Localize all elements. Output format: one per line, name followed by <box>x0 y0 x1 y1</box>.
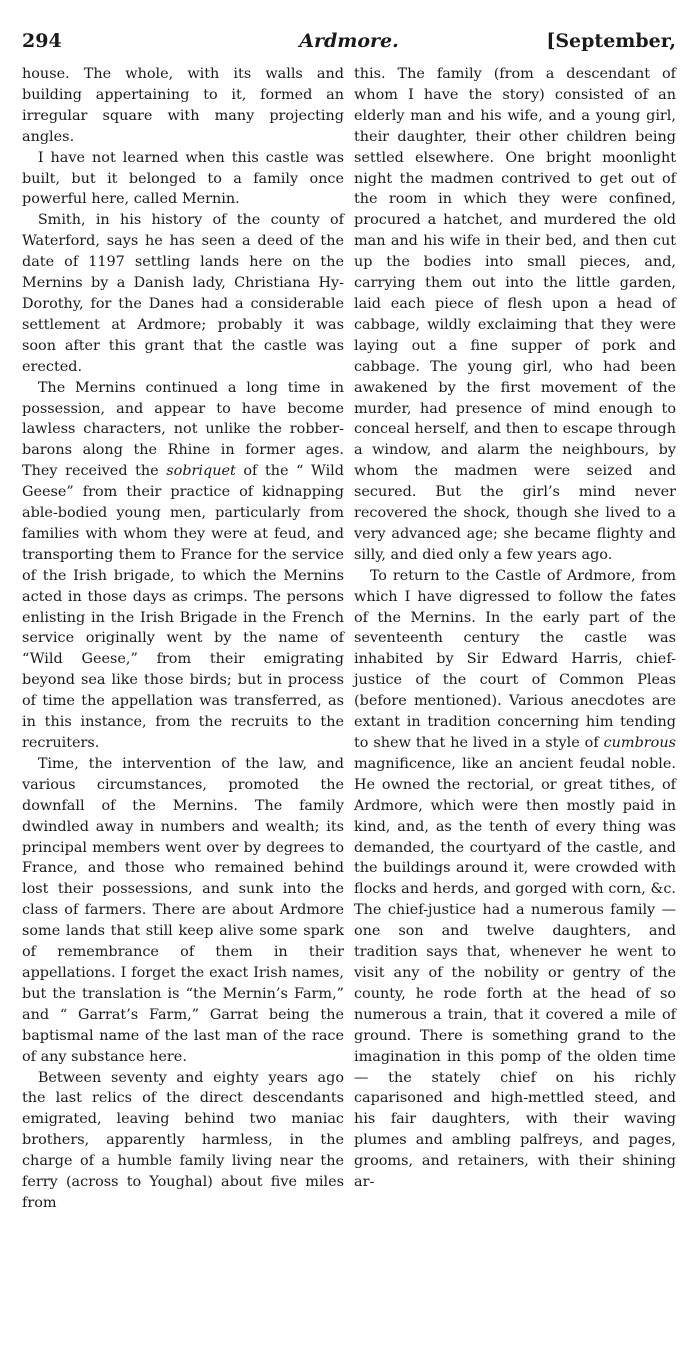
text-columns <box>22 64 676 1214</box>
page-number: 294 <box>22 30 62 52</box>
paragraph: I have not learned when this castle was built, but it belonged to a family once powerful here, called Mernin. <box>22 149 344 208</box>
running-header <box>22 24 676 64</box>
paragraph: Time, the intervention of the law, and various circumstances, promoted the downfall of the Mernins. The family dwindled away in numbers and wealth; its principal members went over by degrees to France, and those who remained behind lost their possessions, and sunk into the class of farmers. There are about Ardmore some lands that still keep alive some spark of remembrance of them in their appellations. I forget the exact Irish names, but the translation is “the Mernin’s Farm,” and “ Garrat’s Farm,” Garrat being the baptismal name of the last man of the race of any substance here. <box>22 755 344 1065</box>
paragraph: Between seventy and eighty years ago the last relics of the direct descendants emigrated, leaving behind two maniac brothers, apparently harmless, in the charge of a humble family living near the ferry (across to Youghal) about five miles from <box>22 1069 344 1211</box>
paragraph: Smith, in his history of the county of Waterford, says he has seen a deed of the date of 1197 settling lands here on the Mernins by a Danish lady, Christiana Hy-Dorothy, for the Danes had a considerable settlement at Ardmore; probably it was soon after this grant that the castle was erected. <box>22 212 344 375</box>
paragraph: house. The whole, with its walls and building appertaining to it, formed an irregular square with many projecting angles. <box>22 66 344 145</box>
left-column <box>22 64 344 1214</box>
paragraph: this. The family (from a descendant of whom I have the story) consisted of an elderly man and his wife, and a young girl, their daughter, their other children being settled elsewhere. One bright moonlight night the madmen contrived to get out of the room in which they were confined, procured a hatchet, and murdered the old man and his wife in their bed, and then cut up the bodies into small pieces, and, carrying them out into the little garden, laid each piece of flesh upon a head of cabbage, wildly exclaiming that they were laying out a fine supper of pork and cabbage. The young girl, who had been awakened by the first movement of the murder, had presence of mind enough to conceal herself, and then to escape through a window, and alarm the neighbours, by whom the madmen were seized and secured. But the girl’s mind never recovered the shock, though she lived to a very advanced age; she became flighty and silly, and died only a few years ago. <box>354 66 676 563</box>
running-month: [September, <box>546 30 676 52</box>
paragraph: The Mernins continued a long time in possession, and appear to have become lawless characters, not unlike the robber-barons along the Rhine in former ages. They received the sobriquet of the “ Wild Geese” from their practice of kidnapping able-bodied young men, particularly from families with whom they were at feud, and transporting them to France for the service of the Irish brigade, to which the Mernins acted in those days as crimps. The persons enlisting in the Irish Brigade in the French service originally went by the name of “Wild Geese,” from their emigrating beyond sea like those birds; but in process of time the appellation was transferred, as in this instance, from the recruits to the recruiters. <box>22 379 344 751</box>
right-column <box>354 64 676 1214</box>
paragraph: To return to the Castle of Ardmore, from which I have digressed to follow the fates of the Mernins. In the early part of the seventeenth century the castle was inhabited by Sir Edward Harris, chief-justice of the court of Common Pleas (before mentioned). Various anecdotes are extant in tradition concerning him tending to shew that he lived in a style of cumbrous magnificence, like an ancient feudal noble. He owned the rectorial, or great tithes, of Ardmore, which were then mostly paid in kind, and, as the tenth of every thing was demanded, the courtyard of the castle, and the buildings around it, were crowded with flocks and herds, and gorged with corn, &c. The chief-justice had a numerous family — one son and twelve daughters, and tradition says that, whenever he went to visit any of the nobility or gentry of the county, he rode forth at the head of so numerous a train, that it covered a mile of ground. There is something grand to the imagination in this pomp of the olden time — the stately chief on his richly caparisoned and high-mettled steed, and his fair daughters, with their waving plumes and ambling palfreys, and pages, grooms, and retainers, with their shining ar- <box>354 567 676 1191</box>
running-title: Ardmore. <box>299 30 399 52</box>
